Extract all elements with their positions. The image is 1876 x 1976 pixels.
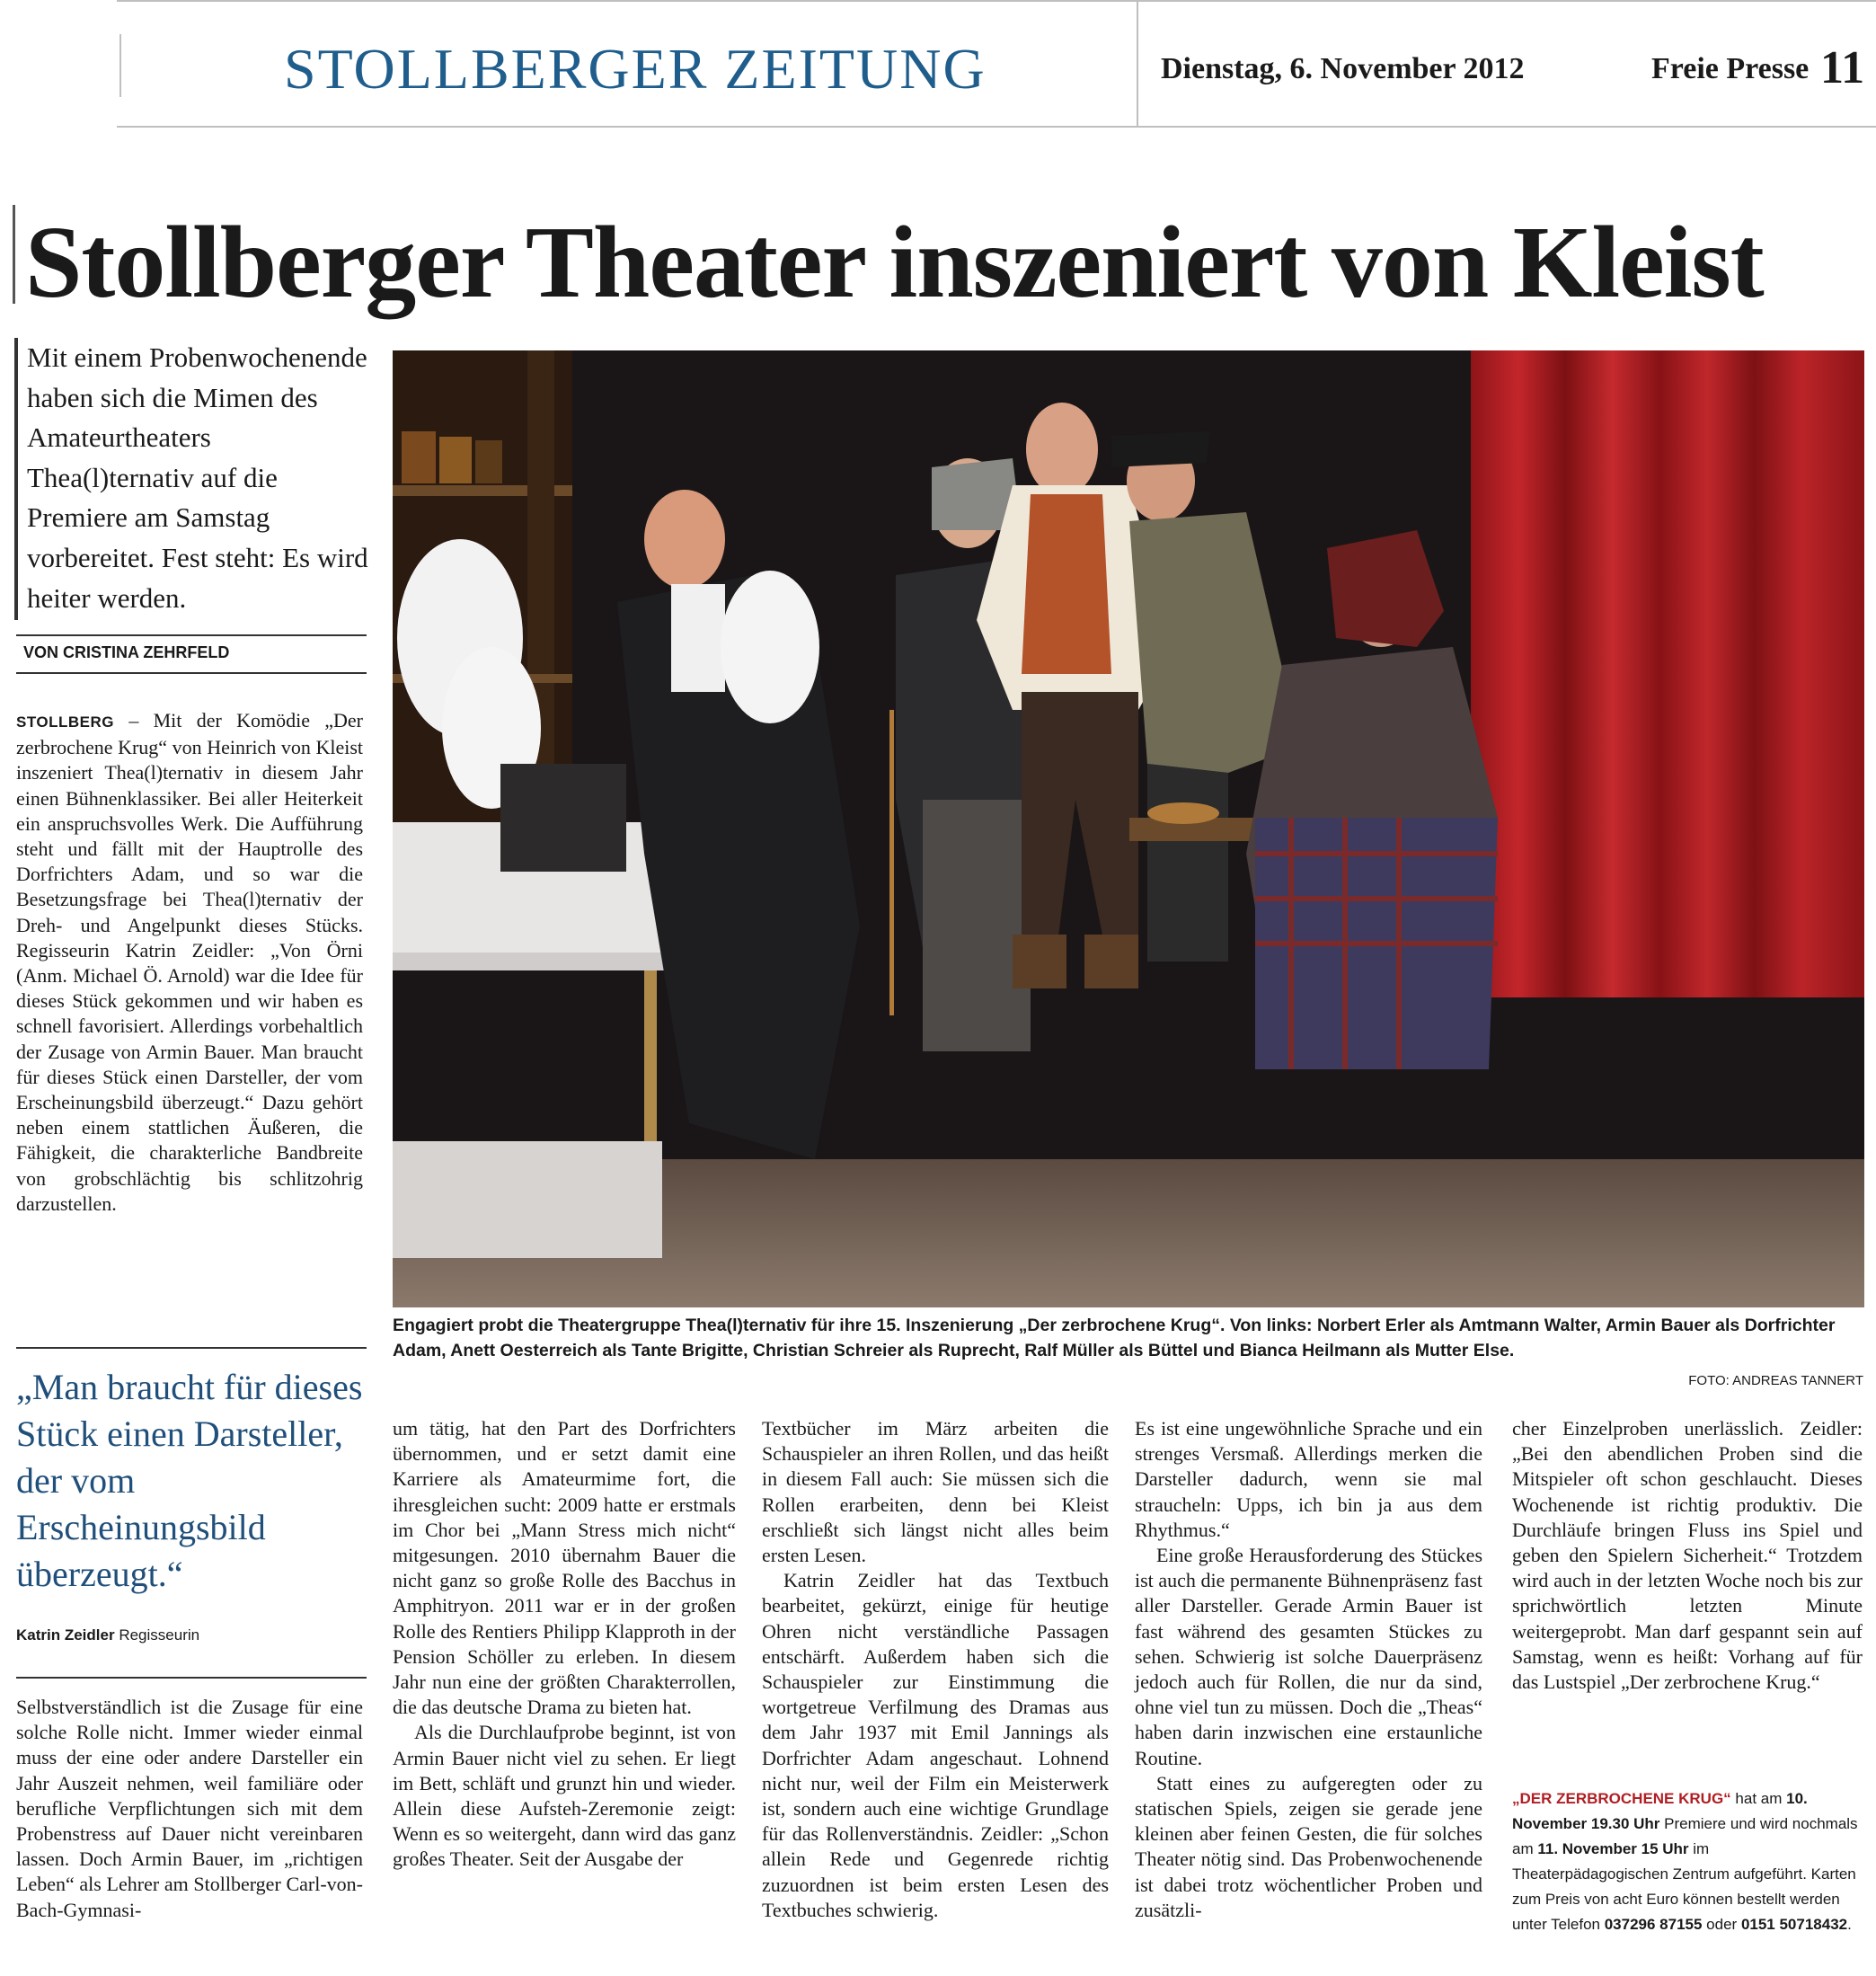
issue-date: Dienstag, 6. November 2012	[1161, 52, 1525, 85]
paper-name: STOLLBERGER ZEITUNG	[284, 37, 987, 101]
phone-number-2: 0151 50718432	[1740, 1916, 1848, 1933]
pull-quote: „Man braucht für dieses Stück einen Darsteller, der vom Erscheinungsbild überzeugt.“	[16, 1367, 363, 1594]
pull-quote-author: Katrin Zeidler	[16, 1626, 115, 1644]
article-column-3	[762, 1416, 1109, 1923]
article-column-5	[1512, 1416, 1863, 1695]
paragraph: Als die Durchlaufprobe beginnt, ist von Armin Bauer nicht viel zu sehen. Er liegt im Bett, schläft und grunzt hin und wieder. Allein diese Aufsteh-Zeremonie zeigt: Wenn es so weitergeht, dann wird das ganz großes Theater. Seit der Ausgabe der	[393, 1721, 736, 1871]
paragraph: – Mit der Komödie „Der zerbrochene Krug“ von Heinrich von Kleist inszeniert Thea(l)ternativ in diesem Jahr einen Bühnenklassiker. Bei aller Heiterkeit ein anspruchsvolles Werk. Die Aufführung steht und fällt mit der Hauptrolle des Dorfrichters Adam, und so war die Besetzungsfrage bei Thea(l)ternativ der Dreh- und Angelpunkt dieses Stücks. Regisseurin Katrin Zeidler: „Von Örni (Anm. Michael Ö. Arnold) war die Idee für dieses Stück gekommen und wir haben es schnell favorisiert. Allerdings vorbehaltlich der Zusage von Armin Bauer. Man braucht für dieses Stück einen Darsteller, der vom Erscheinungsbild überzeugt.“ Dazu gehört neben einem stattlichen Äußeren, die Fähigkeit, die charakterliche Bandbreite von grobschlächtig bis schlitzohrig darzustellen.	[16, 709, 364, 1215]
masthead-divider	[1137, 0, 1138, 128]
paragraph: Eine große Herausforderung des Stückes ist auch die permanente Bühnenpräsenz fast aller Darsteller. Gerade Armin Bauer ist fast während des gesamten Stückes zu sehen. Schwierig ist solche Dauerpräsenz jedoch auch für Rollen, die nur da sind, ohne viel tun zu müssen. Doch die „Theas“ haben darin inzwischen eine erstaunliche Routine.	[1135, 1544, 1482, 1769]
paragraph: um tätig, hat den Part des Dorfrichters übernommen, und er setzt damit eine Karriere als Amateurmime fort, die ihresgleichen sucht: 2009 hatte er erstmals im Chor bei „Mann Stress mich nicht“ mitgesungen. 2010 übernahm Bauer die nicht ganz so große Rolle des Bacchus in Amphitryon. 2011 war er in der großen Rolle des Rentiers Philipp Klapproth in der Pension Schöller zu erleben. In diesem Jahr nun eine der größten Charakterrollen, die das deutsche Drama zu bieten hat.	[393, 1417, 736, 1719]
paragraph: Es ist eine ungewöhnliche Sprache und ein strenges Versmaß. Allerdings merken die Darsteller dadurch, wenn sie mal straucheln: Upps, ich bin ja aus dem Rhythmus.“	[1135, 1417, 1482, 1541]
paragraph: Statt eines zu aufgeregten oder zu statischen Spiels, zeigen sie gerade jene kleinen aber feinen Gesten, die für solches Theater nötig sind. Das Probenwochenende ist dabei trotz wöchentlicher Proben und zusätzli-	[1135, 1771, 1482, 1921]
article-column-1-bottom	[16, 1695, 363, 1923]
dateline: STOLLBERG	[16, 713, 115, 731]
lead-accent-bar	[14, 338, 18, 620]
info-text: im Theaterpädagogischen Zentrum aufgeführt. Karten zum Preis von acht Euro können bestellt werden unter Telefon	[1512, 1840, 1856, 1933]
article-column-2	[393, 1416, 736, 1873]
event-info-box	[1512, 1786, 1863, 1937]
pull-quote-role: Regisseurin	[119, 1626, 200, 1644]
premiere-date: 10. November 19.30 Uhr	[1512, 1790, 1808, 1832]
info-text: Premiere und wird nochmals am	[1512, 1815, 1858, 1857]
paragraph: Textbücher im März arbeiten die Schauspieler an ihren Rollen, und das heißt in diesem Fall auch: Sie müssen sich die Rollen erarbeiten, denn bei Kleist erschließt sich längst nicht alles beim ersten Lesen.	[762, 1417, 1109, 1567]
stage-photo	[393, 350, 1864, 1307]
headline: Stollberger Theater inszeniert von Kleist	[25, 205, 1764, 319]
paragraph: Selbstverständlich ist die Zusage für eine solche Rolle nicht. Immer wieder einmal muss der eine oder andere Darsteller ein Jahr Auszeit nehmen, weil familiäre oder berufliche Verpflichtungen sich mit dem Probenstress auf Dauer nicht vereinbaren lassen. Doch Armin Bauer, im „richtigen Leben“ als Lehrer am Stollberger Carl-von-Bach-Gymnasi-	[16, 1696, 363, 1921]
quote-bottom-rule	[16, 1677, 367, 1679]
info-text: .	[1847, 1916, 1852, 1933]
lead-paragraph: Mit einem Probenwochenende haben sich die Mimen des Amateurtheaters Thea(l)ternativ auf die Premiere am Samstag vorbereitet. Fest steht: Es wird heiter werden.	[27, 341, 368, 614]
page-number: 11	[1820, 42, 1865, 93]
newspaper-brand: Freie Presse	[1651, 52, 1810, 85]
byline-top-rule	[16, 634, 367, 636]
article-column-4	[1135, 1416, 1482, 1923]
pull-quote-source	[16, 1626, 199, 1644]
photo-caption: Engagiert probt die Theatergruppe Thea(l)ternativ für ihre 15. Inszenierung „Der zerbrochene Krug“. Von links: Norbert Erler als Amtmann Walter, Armin Bauer als Dorfrichter Adam, Anett Oesterreich als Tante Brigitte, Christian Schreier als Ruprecht, Ralf Müller als Büttel und Bianca Heilmann als Mutter Else.	[393, 1316, 1836, 1360]
headline-left-rule	[13, 205, 15, 304]
masthead-bottom-rule	[117, 126, 1876, 128]
second-show-date: 11. November 15 Uhr	[1537, 1840, 1689, 1857]
paragraph: cher Einzelproben unerlässlich. Zeidler: „Bei den abendlichen Proben sind die Mitspieler oft schon geschlaucht. Dieses Wochenende ist richtig produktiv. Die Durchläufe bringen Fluss ins Spiel und geben den Spielern Sicherheit.“ Trotzdem wird auch in der letzten Woche noch bis zur sprichwörtlich letzten Minute weitergeprobt. Man darf gespannt sein auf Samstag, wenn es heißt: Vorhang auf für das Lustspiel „Der zerbrochene Krug.“	[1512, 1417, 1863, 1694]
info-text: hat am	[1730, 1790, 1787, 1807]
photo-credit: FOTO: ANDREAS TANNERT	[1688, 1373, 1863, 1388]
phone-number-1: 037296 87155	[1604, 1916, 1703, 1933]
quote-top-rule	[16, 1347, 367, 1349]
paragraph: Katrin Zeidler hat das Textbuch bearbeitet, gekürzt, einige für heutige Ohren nicht verständliche Passagen entschärft. Außerdem haben sich die Schauspieler zur Einstimmung die wortgetreue Verfilmung des Dramas aus dem Jahr 1937 mit Emil Jannings als Dorfrichter Adam angeschaut. Lohnend nicht nur, weil der Film ein Meisterwerk ist, sondern auch eine wichtige Grundlage für das Rollenverständnis. Zeidler: „Schon allein Rede und Gegenrede richtig zuzuordnen ist beim ersten Lesen des Textbuches schwierig.	[762, 1569, 1109, 1921]
masthead-top-rule	[117, 0, 1876, 2]
byline: VON CRISTINA ZEHRFELD	[23, 643, 230, 661]
byline-bottom-rule	[16, 672, 367, 674]
masthead-left-rule	[119, 34, 121, 97]
article-column-1-top	[16, 708, 363, 1217]
info-title: „DER ZERBROCHENE KRUG“	[1512, 1790, 1731, 1807]
info-text: oder	[1702, 1916, 1741, 1933]
